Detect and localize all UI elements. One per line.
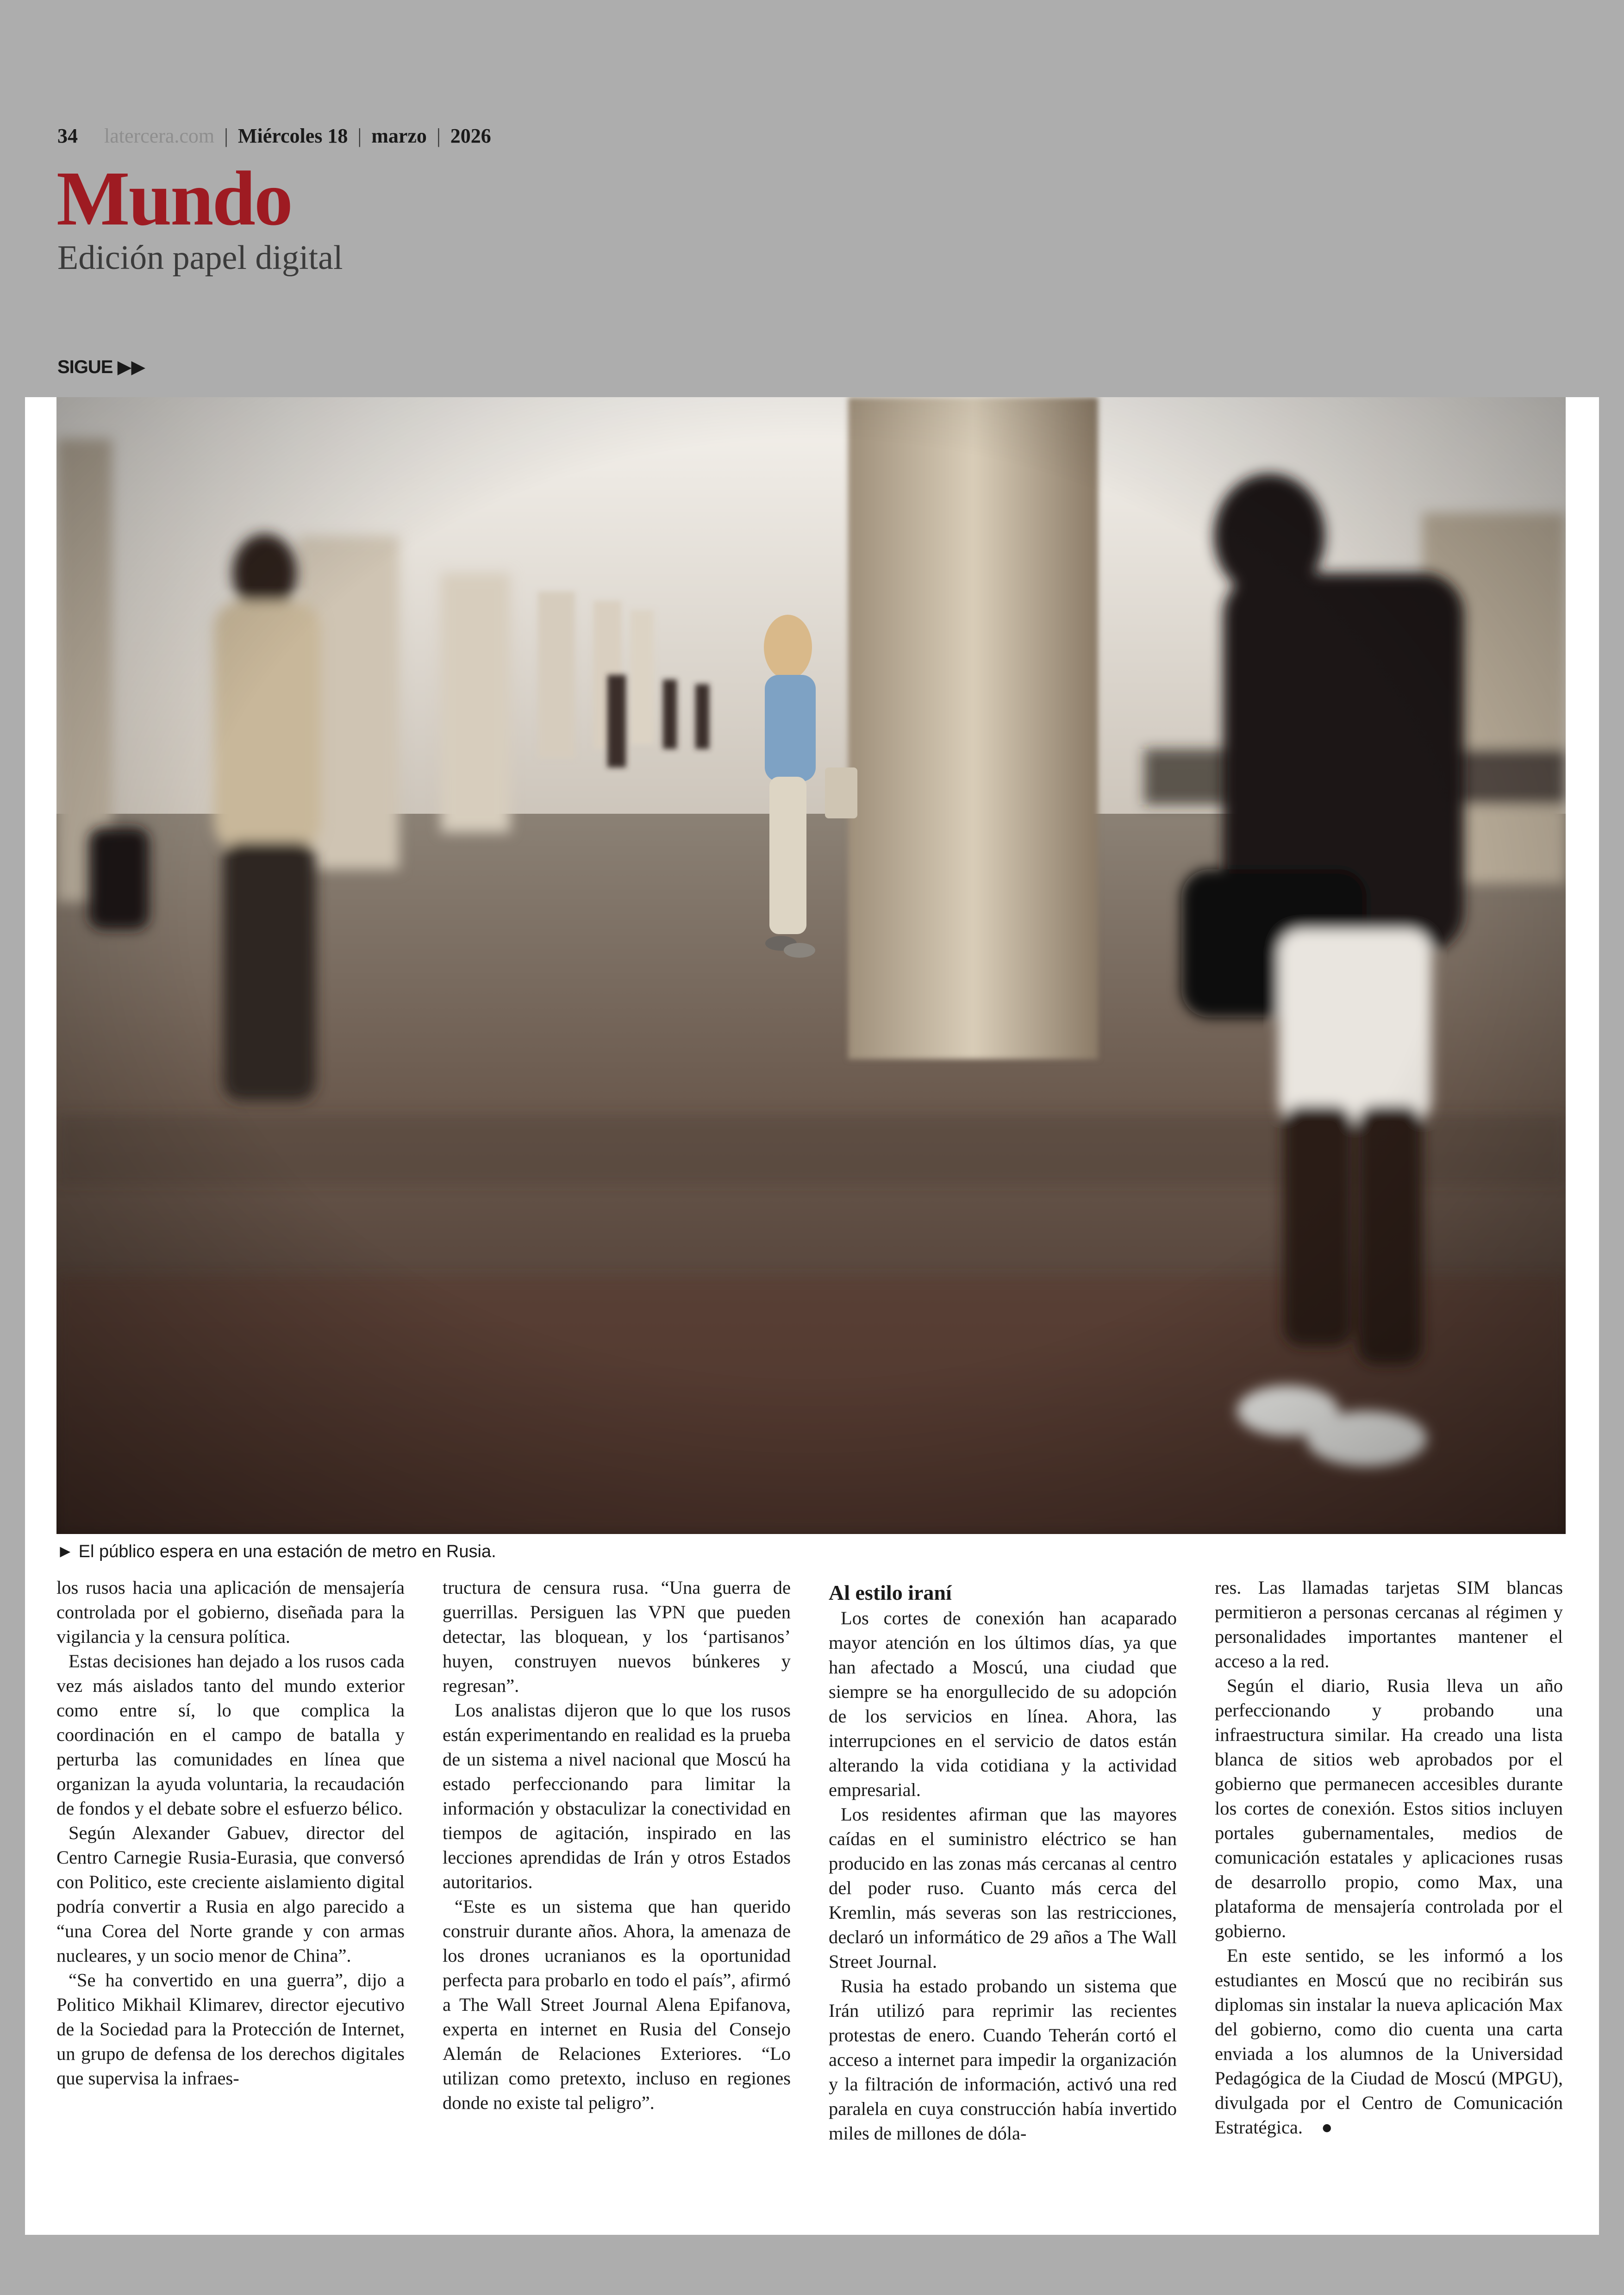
paragraph: Los residentes afirman que las mayores caídas en el suministro eléctrico se han producido en las zonas más cercanas al centro del poder ruso. Cuanto más cerca del Kremlin, más severas son las restricciones, declaró un informático de 29 años a The Wall Street Journal. — [829, 1804, 1177, 1972]
paragraph: “Se ha convertido en una guerra”, dijo a Politico Mikhail Klimarev, director ejecutivo de la Sociedad para la Protección de Internet, un grupo de defensa de los derechos digitales que supervisa la infraes- — [56, 1970, 405, 2089]
section-title: Mundo — [56, 156, 292, 242]
paragraph: tructura de censura rusa. “Una guerra de guerrillas. Persiguen las VPN que pueden detectar, las bloquean, y los ‘partisanos’ huyen, construyen nuevos búnkeres y regresan”. — [443, 1577, 791, 1696]
paragraph: Los cortes de conexión han acaparado mayor atención en los últimos días, ya que han afectado a Moscú, una ciudad que siempre se ha enorgullecido de su adopción de los servicios en línea. Ahora, las interrupciones en el servicio de datos están alterando la vida cotidiana y la actividad empresarial. — [829, 1608, 1177, 1800]
end-mark-icon: ● — [1321, 2117, 1333, 2138]
paragraph: Los analistas dijeron que lo que los rusos están experimentando en realidad es la prueba de un sistema a nivel nacional que Moscú ha estado perfeccionando para limitar la información y obstaculizar la conectividad en tiempos de agitación, inspirado en las lecciones aprendidas de Irán y otros Estados autoritarios. — [443, 1700, 791, 1892]
metro-station-photo — [56, 397, 1566, 1534]
article-column-2 — [443, 1575, 791, 2115]
article-page — [25, 397, 1599, 2235]
photo-caption — [56, 1542, 496, 1562]
page-header — [57, 124, 491, 148]
header-separator: | — [436, 125, 441, 147]
header-day: Miércoles 18 — [237, 125, 348, 147]
page-number: 34 — [57, 125, 78, 147]
paragraph: Estas decisiones han dejado a los rusos cada vez más aislados tanto del mundo exterior como entre sí, lo que complica la coordinación en el campo de batalla y perturba las comunidades en línea que organizan la ayuda voluntaria, la recaudación de fondos y el debate sobre el esfuerzo bélico. — [56, 1651, 405, 1819]
site-name: latercera.com — [104, 125, 215, 147]
paragraph — [1215, 1943, 1563, 2139]
header-month: marzo — [371, 125, 427, 147]
section-subtitle: Edición papel digital — [57, 239, 343, 277]
article-body — [56, 1575, 1566, 2177]
subheading: Al estilo iraní — [829, 1581, 952, 1604]
article-column-3 — [829, 1575, 1177, 2145]
header-year: 2026 — [450, 125, 491, 147]
paragraph: Según Alexander Gabuev, director del Centro Carnegie Rusia-Eurasia, que conversó con Politico, este creciente aislamiento digital podría convertir a Rusia en algo parecido a “una Corea del Norte grande y con armas nucleares, y un socio menor de China”. — [56, 1822, 405, 1966]
paragraph: “Este es un sistema que han querido construir durante años. Ahora, la amenaza de los drones ucranianos es la oportunidad perfecta para probarlo en todo el país”, afirmó a The Wall Street Journal Alena Epifanova, experta en internet en Rusia del Consejo Alemán de Relaciones Exteriores. “Lo utilizan como pretexto, incluso en regiones donde no existe tal peligro”. — [443, 1896, 791, 2113]
header-separator: | — [357, 125, 362, 147]
article-column-4 — [1215, 1575, 1563, 2139]
paragraph: Rusia ha estado probando un sistema que Irán utilizó para reprimir las recientes protestas de enero. Cuando Teherán cortó el acceso a internet para impedir la organización y la filtración de información, activó una red paralela en cuya construcción había invertido miles de millones de dóla- — [829, 1976, 1177, 2144]
header-separator: | — [224, 125, 228, 147]
continue-link[interactable]: SIGUE ▶▶ — [57, 357, 145, 377]
caption-marker: ► — [56, 1542, 74, 1561]
paragraph: Según el diario, Rusia lleva un año perfeccionando y probando una infraestructura similar. Ha creado una lista blanca de sitios web aprobados por el gobierno que permanecen accesibles durante los cortes de conexión. Estos sitios incluyen portales gubernamentales, medios de comunicación estatales y aplicaciones rusas de desarrollo propio, como Max, una plataforma de mensajería controlada por el gobierno. — [1215, 1675, 1563, 1941]
paragraph: los rusos hacia una aplicación de mensajería controlada por el gobierno, diseñada para la vigilancia y la censura política. — [56, 1577, 405, 1647]
caption-text: El público espera en una estación de metro en Rusia. — [78, 1542, 496, 1561]
article-column-1 — [56, 1575, 405, 2090]
paragraph: res. Las llamadas tarjetas SIM blancas permitieron a personas cercanas al régimen y personalidades importantes mantener el acceso a la red. — [1215, 1577, 1563, 1671]
paragraph-text: En este sentido, se les informó a los estudiantes en Moscú que no recibirán sus diplomas sin instalar la nueva aplicación Max del gobierno, como dio cuenta una carta enviada a los alumnos de la Universidad Pedagógica de la Ciudad de Moscú (MPGU), divulgada por el Centro de Comunicación Estratégica. — [1215, 1945, 1563, 2138]
